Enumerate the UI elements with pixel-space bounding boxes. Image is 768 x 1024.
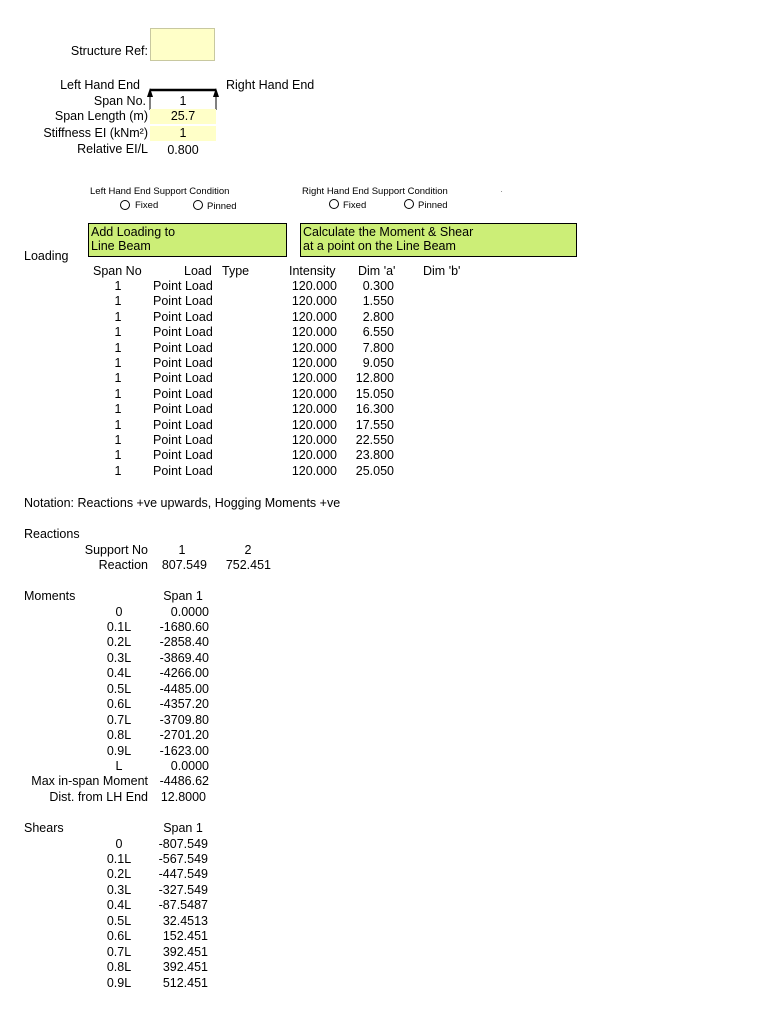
loading-row-span: 1 bbox=[114, 294, 122, 309]
loading-row-type: Point Load bbox=[153, 463, 213, 478]
support-1: 1 bbox=[178, 543, 186, 557]
moment-value: -4266.00 bbox=[159, 666, 209, 681]
loading-row-intensity: 120.000 bbox=[291, 356, 337, 370]
loading-row-dim-a: 2.800 bbox=[362, 309, 394, 324]
loading-row-span: 1 bbox=[114, 402, 122, 417]
loading-row-dim-a: 1.550 bbox=[362, 294, 394, 309]
add-loading-line2: Line Beam bbox=[91, 239, 151, 253]
loading-row-dim-a: 6.550 bbox=[362, 325, 394, 340]
loading-row-type: Point Load bbox=[153, 433, 213, 447]
shears-title: Shears bbox=[24, 821, 64, 835]
shear-value: -327.549 bbox=[158, 882, 208, 897]
loading-row-span: 1 bbox=[114, 417, 122, 432]
loading-row-intensity: 120.000 bbox=[291, 340, 337, 355]
moment-value: 0.0000 bbox=[170, 604, 209, 619]
loading-row-type: Point Load bbox=[153, 371, 213, 386]
add-loading-button[interactable] bbox=[88, 223, 287, 257]
loading-row-dim-a: 17.550 bbox=[355, 417, 394, 432]
loading-row-dim-a: 25.050 bbox=[355, 463, 394, 478]
shear-position: 0.4L bbox=[106, 898, 132, 913]
col-span-no: Span No bbox=[93, 264, 142, 278]
loading-row-dim-a: 7.800 bbox=[362, 340, 394, 355]
span-length-label: Span Length (m) bbox=[54, 109, 148, 123]
reactions-title: Reactions bbox=[24, 527, 80, 541]
col-intensity: Intensity bbox=[289, 264, 336, 278]
loading-row-dim-a: 16.300 bbox=[355, 402, 394, 417]
left-hand-end-label: Left Hand End bbox=[60, 78, 140, 92]
left-support-title: Left Hand End Support Condition bbox=[90, 186, 230, 197]
reaction-value-2: 752.451 bbox=[225, 558, 271, 572]
shear-position: 0 bbox=[115, 836, 123, 851]
calculate-line2: at a point on the Line Beam bbox=[303, 239, 456, 253]
calculate-line1: Calculate the Moment & Shear bbox=[303, 225, 474, 239]
moment-value: -3709.80 bbox=[159, 712, 209, 727]
col-dim-b: Dim 'b' bbox=[423, 264, 461, 278]
loading-title: Loading bbox=[24, 249, 69, 263]
shear-value: 32.4513 bbox=[162, 913, 208, 928]
stiffness-label: Stiffness EI (kNm²) bbox=[43, 126, 148, 140]
left-pinned-label: Pinned bbox=[207, 201, 237, 212]
moment-value: 0.0000 bbox=[170, 759, 209, 773]
moment-value: -1680.60 bbox=[159, 619, 209, 634]
relative-ei-label: Relative EI/L bbox=[77, 142, 148, 156]
loading-row-span: 1 bbox=[114, 448, 122, 463]
relative-ei-value: 0.800 bbox=[167, 143, 199, 157]
left-pinned-radio[interactable] bbox=[193, 200, 203, 210]
loading-row-type: Point Load bbox=[153, 402, 213, 417]
shear-position: 0.1L bbox=[106, 851, 132, 866]
max-moment-value: -4486.62 bbox=[159, 774, 209, 788]
right-support-title: Right Hand End Support Condition bbox=[302, 186, 448, 197]
moment-value: -2858.40 bbox=[159, 635, 209, 650]
loading-row-dim-a: 15.050 bbox=[355, 386, 394, 401]
separator-dot: · bbox=[500, 186, 504, 197]
loading-row-type: Point Load bbox=[153, 386, 213, 401]
loading-row-type: Point Load bbox=[153, 356, 213, 370]
moments-span-header: Span 1 bbox=[163, 589, 203, 603]
shear-value: 392.451 bbox=[162, 960, 208, 975]
dist-from-lh-value: 12.8000 bbox=[160, 790, 206, 804]
moment-position: 0.9L bbox=[106, 743, 132, 758]
moment-position: 0 bbox=[115, 604, 123, 619]
right-fixed-radio[interactable] bbox=[329, 199, 339, 209]
col-type: Type bbox=[222, 264, 250, 278]
shear-position: 0.7L bbox=[106, 944, 132, 959]
moment-position: 0.2L bbox=[106, 635, 132, 650]
moment-value: -4485.00 bbox=[159, 681, 209, 696]
reaction-value-1: 807.549 bbox=[161, 558, 207, 572]
loading-row-span: 1 bbox=[114, 356, 122, 370]
right-fixed-label: Fixed bbox=[343, 200, 367, 211]
moment-position: 0.3L bbox=[106, 650, 132, 665]
moment-position: 0.6L bbox=[106, 697, 132, 712]
shear-position: 0.9L bbox=[106, 975, 132, 990]
moment-value: -4357.20 bbox=[159, 697, 209, 712]
shear-value: -447.549 bbox=[158, 867, 208, 882]
loading-row-intensity: 120.000 bbox=[291, 386, 337, 401]
shear-value: -87.5487 bbox=[158, 898, 208, 913]
structure-ref-label: Structure Ref: bbox=[70, 44, 148, 58]
loading-row-intensity: 120.000 bbox=[291, 417, 337, 432]
loading-row-intensity: 120.000 bbox=[291, 433, 337, 447]
right-pinned-radio[interactable] bbox=[404, 199, 414, 209]
span-no-label: Span No. bbox=[93, 94, 146, 108]
loading-row-dim-a: 0.300 bbox=[362, 279, 394, 293]
loading-row-span: 1 bbox=[114, 340, 122, 355]
reaction-label: Reaction bbox=[98, 558, 148, 572]
left-fixed-label: Fixed bbox=[135, 200, 159, 211]
support-2: 2 bbox=[244, 543, 252, 557]
shear-value: -567.549 bbox=[158, 851, 208, 866]
loading-row-intensity: 120.000 bbox=[291, 309, 337, 324]
shear-value: 152.451 bbox=[162, 929, 208, 944]
loading-row-span: 1 bbox=[114, 371, 122, 386]
moment-position: 0.5L bbox=[106, 681, 132, 696]
loading-row-span: 1 bbox=[114, 325, 122, 340]
loading-row-intensity: 120.000 bbox=[291, 294, 337, 309]
shear-position: 0.3L bbox=[106, 882, 132, 897]
loading-row-span: 1 bbox=[114, 463, 122, 478]
shear-position: 0.6L bbox=[106, 929, 132, 944]
add-loading-line1: Add Loading to bbox=[91, 225, 176, 239]
shear-value: 512.451 bbox=[162, 975, 208, 990]
shear-position: 0.5L bbox=[106, 913, 132, 928]
moment-position: 0.1L bbox=[106, 619, 132, 634]
right-pinned-label: Pinned bbox=[418, 200, 448, 211]
loading-row-dim-a: 12.800 bbox=[355, 371, 394, 386]
shear-value: -807.549 bbox=[158, 836, 208, 851]
notation-text: Notation: Reactions +ve upwards, Hogging Moments +ve bbox=[24, 496, 341, 510]
shear-value: 392.451 bbox=[162, 944, 208, 959]
moment-position: 0.7L bbox=[106, 712, 132, 727]
support-no-label: Support No bbox=[84, 543, 148, 557]
span-no-value[interactable]: 1 bbox=[179, 94, 187, 108]
max-moment-label: Max in-span Moment bbox=[31, 774, 148, 788]
loading-row-span: 1 bbox=[114, 386, 122, 401]
calculate-moment-shear-button[interactable] bbox=[300, 223, 577, 257]
loading-row-type: Point Load bbox=[153, 309, 213, 324]
loading-row-span: 1 bbox=[114, 309, 122, 324]
loading-row-dim-a: 23.800 bbox=[355, 448, 394, 463]
loading-row-type: Point Load bbox=[153, 417, 213, 432]
col-load: Load bbox=[184, 264, 212, 278]
loading-row-intensity: 120.000 bbox=[291, 402, 337, 417]
loading-row-intensity: 120.000 bbox=[291, 325, 337, 340]
loading-row-intensity: 120.000 bbox=[291, 371, 337, 386]
moment-value: -2701.20 bbox=[159, 728, 209, 743]
loading-row-span: 1 bbox=[114, 433, 122, 447]
loading-row-span: 1 bbox=[114, 279, 122, 293]
moment-position: 0.4L bbox=[106, 666, 132, 681]
loading-row-type: Point Load bbox=[153, 279, 213, 293]
left-fixed-radio[interactable] bbox=[120, 200, 130, 210]
moment-position: L bbox=[115, 759, 123, 773]
loading-row-type: Point Load bbox=[153, 294, 213, 309]
span-length-input[interactable]: 25.7 bbox=[150, 109, 216, 124]
shears-span-header: Span 1 bbox=[163, 821, 203, 835]
loading-row-dim-a: 22.550 bbox=[355, 433, 394, 447]
moments-title: Moments bbox=[24, 589, 76, 603]
loading-row-type: Point Load bbox=[153, 448, 213, 463]
loading-row-dim-a: 9.050 bbox=[362, 356, 394, 370]
dist-from-lh-label: Dist. from LH End bbox=[49, 790, 148, 804]
moment-value: -1623.00 bbox=[159, 743, 209, 758]
loading-row-intensity: 120.000 bbox=[291, 279, 337, 293]
moment-position: 0.8L bbox=[106, 728, 132, 743]
shear-position: 0.2L bbox=[106, 867, 132, 882]
loading-row-intensity: 120.000 bbox=[291, 448, 337, 463]
col-dim-a: Dim 'a' bbox=[358, 264, 396, 278]
right-hand-end-label: Right Hand End bbox=[226, 78, 315, 92]
loading-row-type: Point Load bbox=[153, 325, 213, 340]
loading-row-intensity: 120.000 bbox=[291, 463, 337, 478]
stiffness-input[interactable]: 1 bbox=[150, 126, 216, 141]
moment-value: -3869.40 bbox=[159, 650, 209, 665]
loading-row-type: Point Load bbox=[153, 340, 213, 355]
shear-position: 0.8L bbox=[106, 960, 132, 975]
